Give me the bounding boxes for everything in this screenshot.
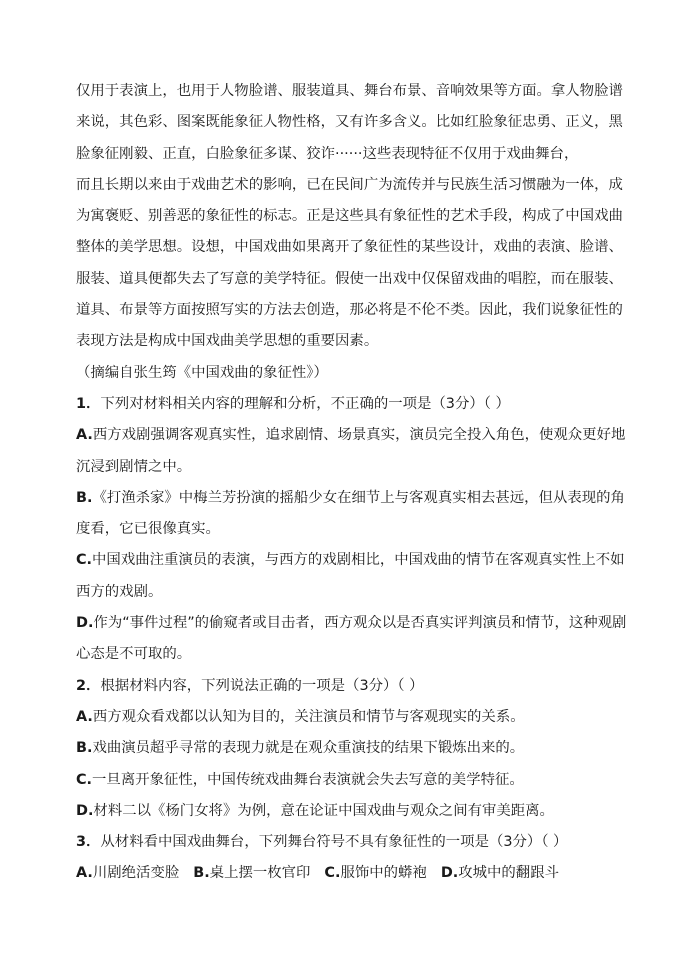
passage-line: 表现方法是构成中国戏曲美学思想的重要因素。 — [76, 333, 379, 350]
option-a-cont: 沉浸到剧情之中。 — [76, 458, 192, 475]
question-stem — [76, 671, 616, 702]
option-a — [76, 865, 179, 881]
option-text: 材料二以《杨门女将》为例，意在论证中国戏曲与观众之间有审美距离。 — [93, 802, 554, 819]
option-text: 桌上摆一枚官印 — [209, 865, 311, 882]
option-letter: C. — [76, 552, 93, 569]
option-letter: A. — [76, 708, 93, 725]
passage-line: 脸象征刚毅、正直，白脸象征多谋、狡诈······这些表现特征不仅用于戏曲舞台， — [76, 145, 579, 162]
option-text: 服饰中的蟒袍 — [340, 865, 427, 882]
option-letter: D. — [76, 615, 94, 632]
option-letter: A. — [76, 427, 93, 444]
option-b — [193, 865, 310, 881]
option-d — [76, 608, 627, 639]
document-page — [76, 76, 627, 890]
option-letter: B. — [76, 740, 93, 757]
passage-line: 仅用于表演上，也用于人物脸谱、服装道具、舞台布景、音响效果等方面。拿人物脸谱 — [76, 83, 623, 99]
option-letter: A. — [76, 865, 93, 882]
option-b — [76, 733, 616, 764]
option-b-cont: 度看，它已很像真实。 — [76, 521, 220, 538]
question-text: 下列对材料相关内容的理解和分析，不正确的一项是（3分）（ ） — [100, 395, 510, 412]
question-number: 3． — [76, 834, 101, 851]
option-letter: C. — [324, 865, 341, 882]
option-text: 西方戏剧强调客观真实性，追求剧情、场景真实，演员完全投入角色，使观众更好地 — [92, 427, 626, 444]
option-c — [76, 765, 616, 796]
option-letter: B. — [193, 865, 210, 882]
passage-line: 而且长期以来由于戏曲艺术的影响，已在民间广为流传并与民族生活习惯融为一体，成 — [76, 176, 623, 193]
passage-line: 服装、道具便都失去了写意的美学特征。假使一出戏中仅保留戏曲的唱腔，而在服装、 — [76, 270, 623, 287]
option-b — [76, 483, 625, 514]
passage-line: 整体的美学思想。设想，中国戏曲如果离开了象征性的某些设计，戏曲的表演、脸谱、 — [76, 239, 623, 256]
question-1 — [76, 389, 627, 671]
option-letter: C. — [76, 771, 93, 788]
question-stem — [76, 389, 616, 420]
question-number: 1． — [76, 395, 101, 412]
question-text: 从材料看中国戏曲舞台，下列舞台符号不具有象征性的一项是（3分）（ ） — [100, 834, 568, 851]
option-text: 攻城中的翻跟斗 — [458, 865, 559, 882]
inline-options — [76, 858, 616, 889]
option-text: 中国戏曲注重演员的表演，与西方的戏剧相比，中国戏曲的情节在客观真实性上不如 — [92, 552, 625, 569]
passage-source: （摘编自张生筠《中国戏曲的象征性》） — [76, 364, 328, 381]
option-c — [324, 865, 426, 881]
option-d — [76, 796, 616, 827]
option-text: 川剧绝活变脸 — [92, 865, 180, 882]
option-text: 一旦离开象征性，中国传统戏曲舞台表演就会失去写意的美学特征。 — [92, 771, 524, 788]
option-c-cont: 西方的戏剧。 — [76, 583, 163, 600]
option-d-cont: 心态是不可取的。 — [76, 646, 192, 663]
passage — [76, 76, 623, 389]
passage-line: 为寓褒贬、别善恶的象征性的标志。正是这些具有象征性的艺术手段，构成了中国戏曲 — [76, 208, 623, 225]
passage-line: 来说，其色彩、图案既能象征人物性格，又有许多含义。比如红脸象征忠勇、正义，黑 — [76, 114, 623, 131]
option-letter: D. — [440, 865, 459, 882]
option-d — [441, 865, 559, 881]
option-a — [76, 702, 616, 733]
option-text: 戏曲演员超乎寻常的表现力就是在观众重演技的结果下锻炼出来的。 — [92, 740, 525, 757]
question-stem — [76, 827, 616, 858]
question-text: 根据材料内容，下列说法正确的一项是（3分）（ ） — [100, 677, 424, 694]
option-text: 《打渔杀家》中梅兰芳扮演的摇船少女在细节上与客观真实相去甚远，但从表现的角 — [92, 489, 625, 506]
passage-line: 道具、布景等方面按照写实的方法去创造，那必将是不伦不类。因此，我们说象征性的 — [76, 302, 623, 319]
question-3 — [76, 827, 616, 890]
option-c — [76, 545, 625, 576]
option-letter: D. — [76, 802, 94, 819]
option-a — [76, 420, 626, 451]
option-text: 作为“事件过程”的偷窥者或目击者，西方观众以是否真实评判演员和情节，这种观剧 — [93, 615, 627, 632]
option-letter: B. — [76, 489, 93, 506]
option-text: 西方观众看戏都以认知为目的，关注演员和情节与客观现实的关系。 — [92, 708, 525, 725]
question-2 — [76, 671, 616, 827]
question-number: 2． — [76, 677, 101, 694]
